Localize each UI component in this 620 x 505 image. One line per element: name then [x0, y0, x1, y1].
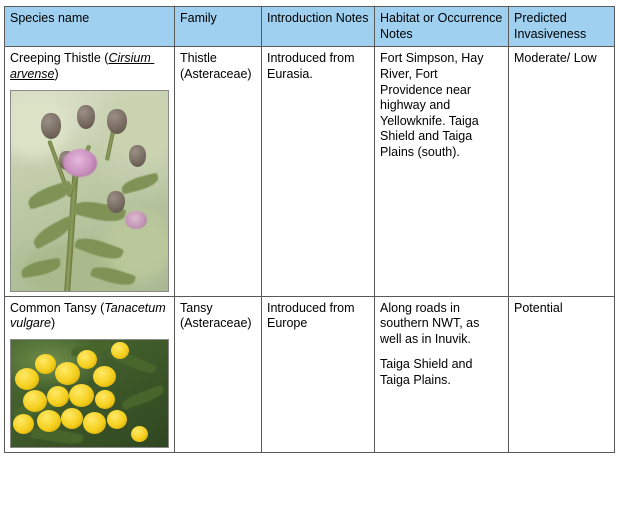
tansy-flower — [111, 342, 129, 359]
cell-introduction-notes — [262, 296, 375, 452]
species-name-close-paren: ) — [54, 66, 59, 81]
cell-predicted-invasiveness — [509, 47, 615, 296]
tansy-flower — [131, 426, 148, 442]
species-scientific-name: Tanacetum vulgare — [10, 300, 170, 331]
cell-species-name — [5, 296, 175, 452]
invasive-species-table — [4, 6, 615, 453]
thistle-leaf — [120, 172, 160, 194]
tansy-leaf — [120, 385, 165, 410]
thistle-bud — [107, 109, 127, 134]
table-header-row — [5, 7, 615, 47]
tansy-flower — [37, 410, 61, 432]
thistle-bud — [107, 191, 125, 213]
thistle-bud — [41, 113, 61, 139]
habitat-text: Fort Simpson, Hay River, Fort Providence near highway and Yellowknife. Taiga Shield and Taiga Plains (south). — [380, 51, 487, 159]
tansy-flower — [107, 410, 127, 429]
species-common-name: Creeping Thistle ( — [10, 51, 109, 66]
tansy-flower — [95, 390, 115, 409]
tansy-flower — [35, 354, 56, 374]
species-scientific-name: Cirsium arvense — [10, 51, 155, 81]
column-header-species-name: Species name — [5, 7, 175, 47]
common-tansy-photo — [10, 339, 169, 448]
tansy-flower — [13, 414, 34, 434]
species-name-close-paren: ) — [51, 316, 56, 331]
introduction-text: Introduced from Eurasia. — [267, 51, 359, 81]
tansy-flower — [23, 390, 47, 412]
cell-habitat-notes — [375, 47, 509, 296]
column-header-introduction-notes: Introduction Notes — [262, 7, 375, 47]
tansy-flower — [55, 362, 80, 385]
cell-family — [175, 47, 262, 296]
tansy-flower — [15, 368, 39, 390]
thistle-bud — [77, 105, 95, 129]
tansy-flower — [77, 350, 97, 369]
introduction-text: Introduced from Europe — [267, 300, 359, 331]
cell-family — [175, 296, 262, 452]
invasiveness-text: Moderate/ Low — [514, 51, 597, 66]
column-header-predicted-invasiveness: Predicted Invasiveness — [509, 7, 615, 47]
tansy-flower — [93, 366, 116, 387]
tansy-flower — [69, 384, 94, 407]
thistle-bud — [129, 145, 146, 167]
creeping-thistle-photo — [10, 90, 169, 292]
family-text: Thistle (Asteraceae) — [180, 51, 252, 81]
column-header-habitat-notes: Habitat or Occurrence Notes — [375, 7, 509, 47]
habitat-text-paragraph-2: Taiga Shield and Taiga Plains. — [380, 357, 473, 387]
cell-predicted-invasiveness — [509, 296, 615, 452]
table-row — [5, 296, 615, 452]
species-name-text — [10, 51, 169, 82]
cell-introduction-notes — [262, 47, 375, 296]
species-common-name: Common Tansy ( — [10, 300, 105, 315]
table-row — [5, 47, 615, 296]
tansy-flower — [83, 412, 106, 434]
thistle-flower — [125, 211, 147, 229]
thistle-flower — [63, 149, 97, 177]
cell-habitat-notes — [375, 296, 509, 452]
species-name-text — [10, 301, 169, 332]
family-text: Tansy (Asteraceae) — [180, 300, 252, 331]
tansy-flower — [47, 386, 69, 407]
tansy-flower — [61, 408, 83, 429]
invasiveness-text: Potential — [514, 300, 563, 315]
habitat-text-paragraph-1: Along roads in southern NWT, as well as in Inuvik. — [380, 300, 480, 346]
cell-species-name — [5, 47, 175, 296]
column-header-family: Family — [175, 7, 262, 47]
